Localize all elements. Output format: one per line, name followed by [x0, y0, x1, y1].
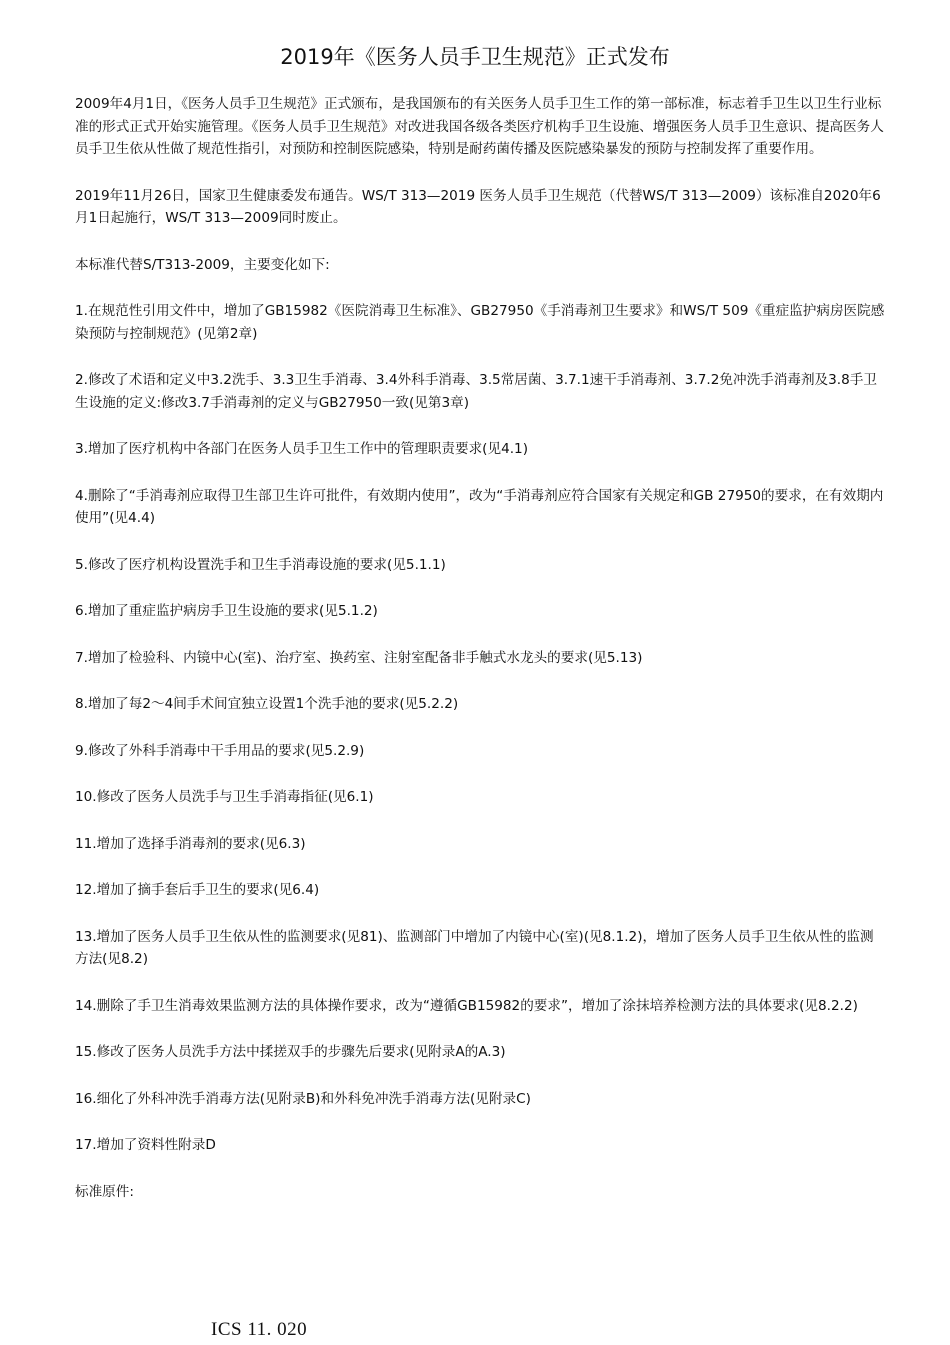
change-item-12: 12.增加了摘手套后手卫生的要求(见6.4) — [75, 882, 320, 898]
change-item-6: 6.增加了重症监护病房手卫生设施的要求(见5.1.2) — [75, 603, 378, 619]
change-item-17: 17.增加了资料性附录D — [75, 1137, 216, 1153]
paragraph-changes-intro: 本标准代替S/T313-2009，主要变化如下: — [75, 256, 330, 273]
change-item-1: 1.在规范性引用文件中，增加了GB15982《医院消毒卫生标准》、GB27950《手消毒剂卫生要求》和WS/T 509《重症监护病房医院感染预防与控制规范》(见第2章) — [75, 303, 885, 342]
change-item-10: 10.修改了医务人员洗手与卫生手消毒指征(见6.1) — [75, 789, 374, 805]
standard-original-label: 标准原件: — [75, 1183, 134, 1200]
change-item-9: 9.修改了外科手消毒中干手用品的要求(见5.2.9) — [75, 742, 365, 759]
paragraph-intro: 2009年4月1日，《医务人员手卫生规范》正式颁布，是我国颁布的有关医务人员手卫生工作的第一部标准，标志着手卫生以卫生行业标准的形式正式开始实施管理。《医务人员手卫生规范》对改进我国各级各类医疗机构手卫生设施、增强医务人员手卫生意识、提高医务人员手卫生依从性做了规范性指引，对预防和控制医院感染，特别是耐药菌传播及医院感染暴发的预防与控制发挥了重要作用。 — [75, 96, 884, 157]
change-item-14: 14.删除了手卫生消毒效果监测方法的具体操作要求，改为“遵循GB15982的要求”，增加了涂抹培养检测方法的具体要求(见8.2.2) — [75, 997, 858, 1014]
change-item-15: 15.修改了医务人员洗手方法中揉搓双手的步骤先后要求(见附录A的A.3) — [75, 1044, 506, 1060]
article-body — [75, 93, 885, 1227]
change-item-3: 3.增加了医疗机构中各部门在医务人员手卫生工作中的管理职责要求(见4.1) — [75, 441, 529, 457]
paragraph-announcement: 2019年11月26日，国家卫生健康委发布通告。WS/T 313—2019 医务人员手卫生规范（代替WS/T 313—2009）该标准自2020年6月1日起施行，WS/T 313—2009同时废止。 — [75, 187, 881, 226]
change-item-2: 2.修改了术语和定义中3.2洗手、3.3卫生手消毒、3.4外科手消毒、3.5常居菌、3.7.1速干手消毒剂、3.7.2免冲洗手消毒剂及3.8手卫生设施的定义:修改3.7手消毒剂的定义与GB27950一致(见第3章) — [75, 372, 877, 411]
change-item-5: 5.修改了医疗机构设置洗手和卫生手消毒设施的要求(见5.1.1) — [75, 556, 446, 573]
change-item-11: 11.增加了选择手消毒剂的要求(见6.3) — [75, 835, 306, 852]
change-item-4: 4.删除了“手消毒剂应取得卫生部卫生许可批件，有效期内使用”，改为“手消毒剂应符合国家有关规定和GB 27950的要求，在有效期内使用”(见4.4) — [75, 487, 884, 526]
change-item-16: 16.细化了外科冲洗手消毒方法(见附录B)和外科免冲洗手消毒方法(见附录C) — [75, 1090, 531, 1107]
change-item-8: 8.增加了每2～4间手术间宜独立设置1个洗手池的要求(见5.2.2) — [75, 696, 459, 712]
change-item-7: 7.增加了检验科、内镜中心(室)、治疗室、换药室、注射室配备非手触式水龙头的要求(见5.13) — [75, 649, 643, 666]
change-item-13: 13.增加了医务人员手卫生依从性的监测要求(见81)、监测部门中增加了内镜中心(室)(见8.1.2)，增加了医务人员手卫生依从性的监测方法(见8.2) — [75, 928, 874, 967]
ics-code: ICS 11. 020 — [211, 1319, 308, 1340]
page-title: 2019年《医务人员手卫生规范》正式发布 — [280, 45, 670, 69]
